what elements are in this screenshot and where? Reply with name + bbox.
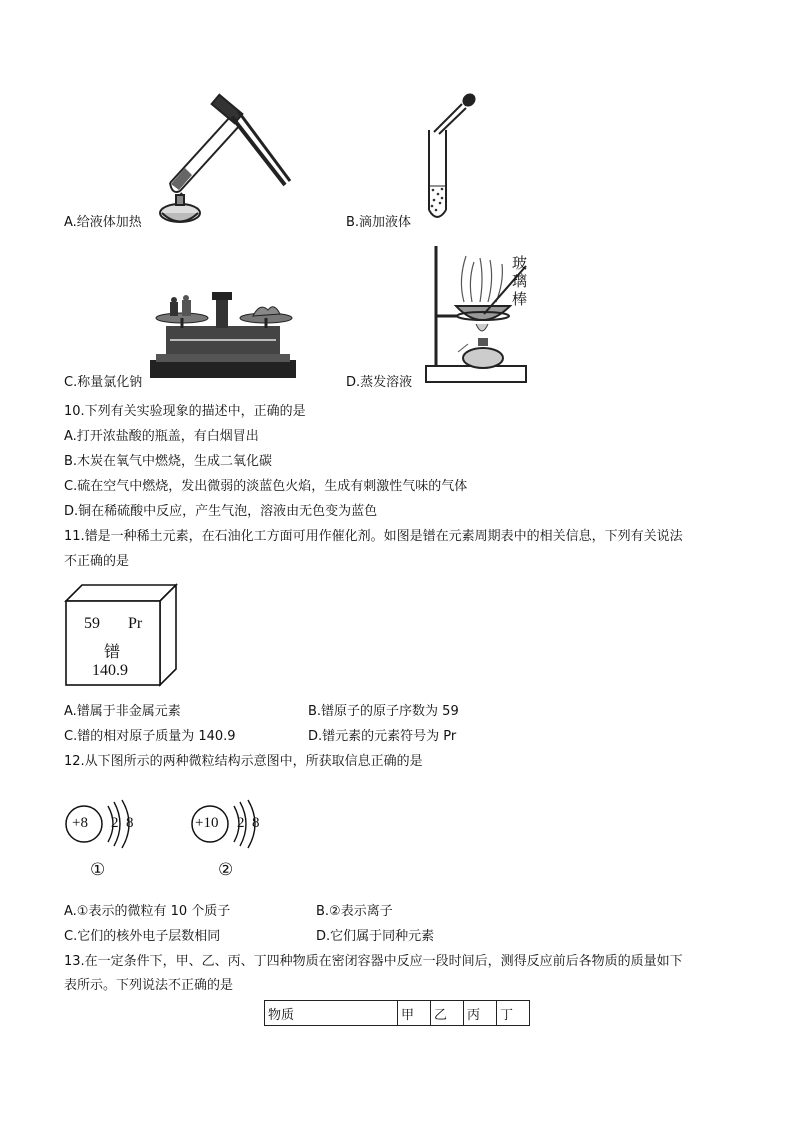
q11-stem-line2: 不正确的是 bbox=[64, 554, 130, 569]
q12-stem: 12.从下图所示的两种微粒结构示意图中，所获取信息正确的是 bbox=[64, 754, 423, 769]
q9-caption-a: A.给液体加热 bbox=[64, 215, 142, 230]
balance-figure bbox=[148, 288, 298, 383]
element-mass: 140.9 bbox=[92, 662, 128, 679]
q12-option-b: B.②表示离子 bbox=[316, 904, 393, 919]
q10-stem: 10.下列有关实验现象的描述中，正确的是 bbox=[64, 404, 306, 419]
q9-caption-b: B.滴加液体 bbox=[346, 215, 412, 230]
q9-caption-d: D.蒸发溶液 bbox=[346, 375, 413, 390]
table-header-substance: 物质 bbox=[265, 1001, 398, 1026]
q11-option-b: B.镨原子的原子序数为 59 bbox=[308, 704, 459, 719]
element-cube bbox=[64, 583, 189, 698]
table-header-jia: 甲 bbox=[398, 1001, 431, 1026]
q10-option-d: D.铜在稀硫酸中反应，产生气泡，溶液由无色变为蓝色 bbox=[64, 504, 378, 519]
particle-2-shell-2: 8 bbox=[252, 815, 260, 831]
q10-option-b: B.木炭在氧气中燃烧，生成二氧化碳 bbox=[64, 454, 273, 469]
q13-stem-line1: 13.在一定条件下，甲、乙、丙、丁四种物质在密闭容器中反应一段时间后，测得反应前后各物质的质量如下 bbox=[64, 954, 683, 969]
q9-caption-c: C.称量氯化钠 bbox=[64, 375, 143, 390]
table-row bbox=[265, 1001, 530, 1026]
element-symbol: Pr bbox=[128, 615, 143, 632]
q12-option-c: C.它们的核外电子层数相同 bbox=[64, 929, 221, 944]
q10-option-c: C.硫在空气中燃烧，发出微弱的淡蓝色火焰，生成有刺激性气味的气体 bbox=[64, 479, 468, 494]
glass-rod-label-char-1: 玻 bbox=[512, 254, 528, 272]
q13-stem-line2: 表所示。下列说法不正确的是 bbox=[64, 978, 234, 993]
mass-table bbox=[264, 1000, 530, 1026]
particle-2-shell-1: 2 bbox=[237, 815, 245, 831]
particle-1-shell-2: 8 bbox=[126, 815, 134, 831]
table-header-yi: 乙 bbox=[431, 1001, 464, 1026]
particle-1-nucleus: +8 bbox=[72, 815, 88, 831]
q11-option-d: D.镨元素的元素符号为 Pr bbox=[308, 729, 457, 744]
particle-2-label: ② bbox=[218, 860, 234, 879]
q12-option-a: A.①表示的微粒有 10 个质子 bbox=[64, 904, 231, 919]
table-header-bing: 丙 bbox=[464, 1001, 497, 1026]
glass-rod-label-char-2: 璃 bbox=[512, 272, 528, 290]
dropping-liquid-figure bbox=[414, 90, 484, 230]
glass-rod-label-char-3: 棒 bbox=[512, 290, 528, 308]
evaporation-figure bbox=[424, 244, 554, 389]
q10-option-a: A.打开浓盐酸的瓶盖，有白烟冒出 bbox=[64, 429, 259, 444]
element-name: 镨 bbox=[104, 642, 121, 661]
q11-option-c: C.镨的相对原子质量为 140.9 bbox=[64, 729, 236, 744]
particle-2-nucleus: +10 bbox=[195, 815, 219, 831]
q12-option-d: D.它们属于同种元素 bbox=[316, 929, 435, 944]
particle-1-shell-1: 2 bbox=[111, 815, 119, 831]
heating-liquid-figure bbox=[150, 95, 300, 225]
glass-rod-label bbox=[512, 254, 530, 308]
q11-option-a: A.镨属于非金属元素 bbox=[64, 704, 181, 719]
table-header-ding: 丁 bbox=[497, 1001, 530, 1026]
q11-stem-line1: 11.镨是一种稀土元素，在石油化工方面可用作催化剂。如图是镨在元素周期表中的相关信息，下列有关说法 bbox=[64, 529, 683, 544]
particle-1-label: ① bbox=[90, 860, 106, 879]
element-number: 59 bbox=[84, 615, 100, 632]
